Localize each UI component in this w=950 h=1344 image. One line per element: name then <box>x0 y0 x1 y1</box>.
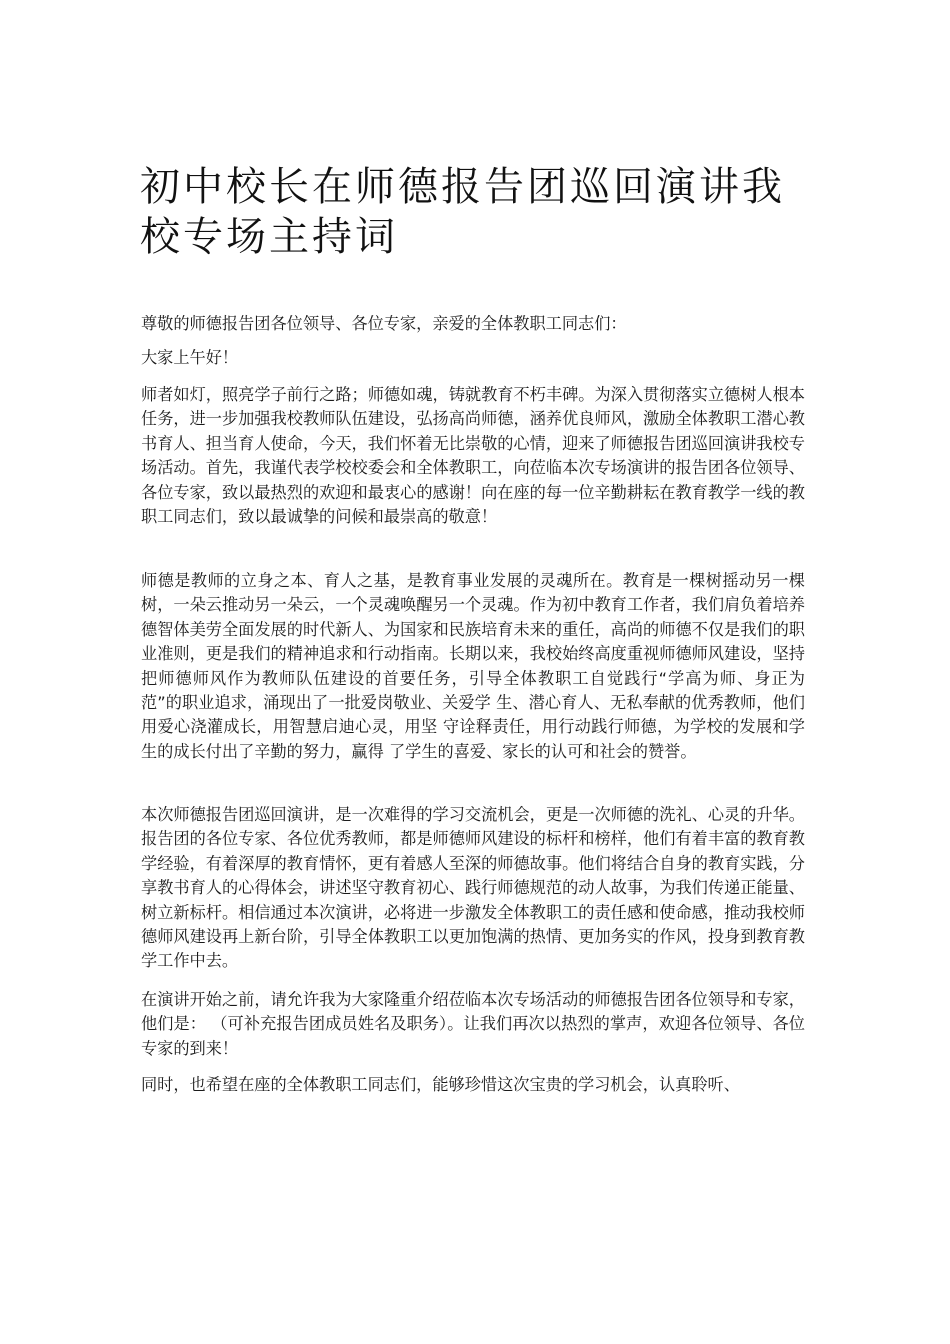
greeting: 大家上午好！ <box>141 348 239 367</box>
paragraph-welcome: 师者如灯，照亮学子前行之路；师德如魂，铸就教育不朽丰碑。为深入贯彻落实立德树人根本任务，进一步加强我校教师队伍建设，弘扬高尚师德，涵养优良师风，激励全体教职工潜心教书育人、担当育人使命，今天，我们怀着无比崇敬的心情，迎来了师德报告团巡回演讲我校专场活动。首先，我谨代表学校校委会和全体教职工，向莅临本次专场演讲的报告团各位领导、各位专家，致以最热烈的欢迎和最衷心的感谢！向在座的每一位辛勤耕耘在教育教学一线的教职工同志们，致以最诚挚的问候和最崇高的敬意！ <box>141 385 805 527</box>
paragraph-teacher-ethics: 师德是教师的立身之本、育人之基，是教育事业发展的灵魂所在。教育是一棵树摇动另一棵树，一朵云推动另一朵云，一个灵魂唤醒另一个灵魂。作为初中教育工作者，我们肩负着培养德智体美劳全面发展的时代新人、为国家和民族培育未来的重任，高尚的师德不仅是我们的职业准则，更是我们的精神追求和行动指南。长期以来，我校始终高度重视师德师风建设，坚持把师德师风作为教师队伍建设的首要任务，引导全体教职工自觉践行“学高为师、身正为范”的职业追求，涌现出了一批爱岗敬业、关爱学 生、潜心育人、无私奉献的优秀教师，他们用爱心浇灌成长，用智慧启迪心灵，用坚 守诠释责任，用行动践行师德，为学校的发展和学生的成长付出了辛勤的努力，赢得 了学生的喜爱、家长的认可和社会的赞誉。 <box>141 571 805 761</box>
paragraph-lecture-significance: 本次师德报告团巡回演讲，是一次难得的学习交流机会，更是一次师德的洗礼、心灵的升华。报告团的各位专家、各位优秀教师，都是师德师风建设的标杆和榜样，他们有着丰富的教育教学经验，有着深厚的教育情怀，更有着感人至深的师德故事。他们将结合自身的教育实践，分享教书育人的心得体会，讲述坚守教育初心、践行师德规范的动人故事，为我们传递正能量、树立新标杆。相信通过本次演讲，必将进一步激发全体教职工的责任感和使命感，推动我校师德师风建设再上新台阶，引导全体教职工以更加饱满的热情、更加务实的作风，投身到教育教学工作中去。 <box>141 805 805 971</box>
document-title: 初中校长在师德报告团巡回演讲我校专场主持词 <box>140 164 785 260</box>
paragraph-closing-hope: 同时，也希望在座的全体教职工同志们，能够珍惜这次宝贵的学习机会，认真聆听、 <box>141 1075 740 1094</box>
salutation: 尊敬的师德报告团各位领导、各位专家，亲爱的全体教职工同志们： <box>141 314 627 333</box>
paragraph-introduce-guests: 在演讲开始之前，请允许我为大家隆重介绍莅临本次专场活动的师德报告团各位领导和专家，他们是： （可补充报告团成员姓名及职务）。让我们再次以热烈的掌声，欢迎各位领导、各位专家的到来！ <box>141 990 805 1058</box>
